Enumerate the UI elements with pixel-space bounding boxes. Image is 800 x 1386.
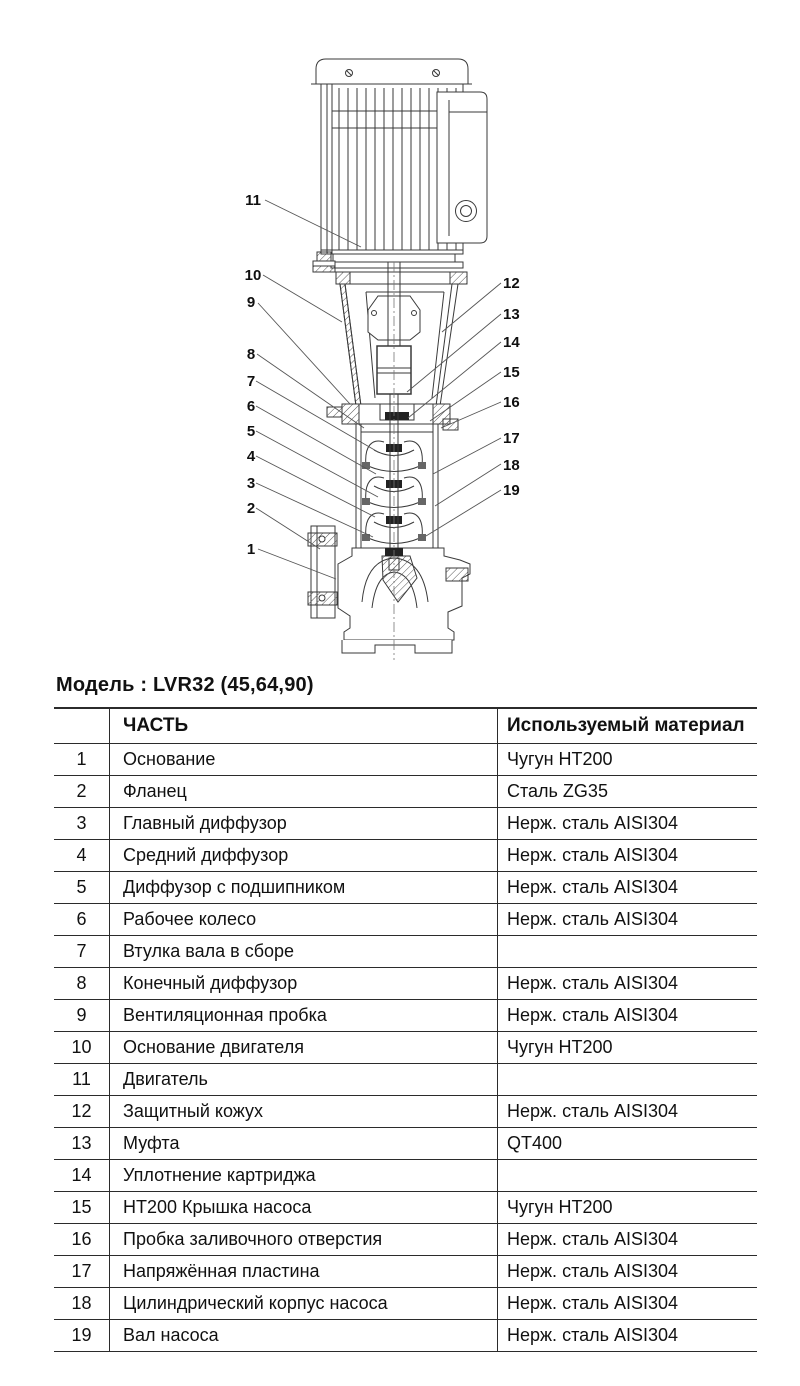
part-number: 18 [71, 1293, 92, 1313]
table-row [54, 1159, 757, 1191]
part-number: 6 [76, 909, 87, 929]
part-material: Нерж. сталь AISI304 [498, 1287, 758, 1319]
callout-label-12: 12 [503, 275, 520, 292]
callout-label-10: 10 [244, 267, 262, 284]
table-row [54, 999, 757, 1031]
header-num-blank [54, 708, 110, 743]
table-row [54, 807, 757, 839]
pump-drawing [0, 0, 800, 670]
callout-line-2 [256, 508, 320, 549]
part-material [498, 1159, 758, 1191]
part-material: Нерж. сталь AISI304 [498, 903, 758, 935]
part-number: 3 [76, 813, 87, 833]
part-number: 7 [76, 941, 87, 961]
callout-label-18: 18 [503, 457, 520, 474]
table-row [54, 935, 757, 967]
part-material: Нерж. сталь AISI304 [498, 967, 758, 999]
callout-line-17 [433, 438, 501, 474]
part-name: Фланец [110, 775, 498, 807]
callout-label-9: 9 [246, 294, 256, 311]
motor-section [311, 59, 487, 262]
pump-cross-section-diagram [0, 0, 800, 670]
part-name: Диффузор с подшипником [110, 871, 498, 903]
part-material: Нерж. сталь AISI304 [498, 1223, 758, 1255]
cartridge-seal [385, 412, 409, 420]
callout-label-1: 1 [246, 541, 256, 558]
table-row [54, 1319, 757, 1351]
part-number: 13 [71, 1133, 92, 1153]
part-name: Средний диффузор [110, 839, 498, 871]
part-number: 14 [71, 1165, 92, 1185]
callout-label-17: 17 [503, 430, 520, 447]
table-row [54, 1127, 757, 1159]
part-number: 9 [76, 1005, 87, 1025]
callout-label-3: 3 [246, 475, 256, 492]
part-number: 15 [71, 1197, 92, 1217]
callout-label-6: 6 [246, 398, 256, 415]
callout-line-15 [430, 372, 501, 421]
part-material: Нерж. сталь AISI304 [498, 999, 758, 1031]
callout-label-8: 8 [246, 346, 256, 363]
table-row [54, 1223, 757, 1255]
callout-line-18 [435, 464, 501, 506]
part-material [498, 1063, 758, 1095]
part-material: QT400 [498, 1127, 758, 1159]
callout-label-11: 11 [245, 192, 261, 209]
parts-table-body [54, 743, 757, 1351]
table-row [54, 1095, 757, 1127]
callout-label-5: 5 [246, 423, 256, 440]
callout-label-7: 7 [246, 373, 256, 390]
fill-plug [443, 419, 458, 430]
table-row [54, 871, 757, 903]
terminal-box [437, 92, 487, 243]
callout-label-14: 14 [503, 334, 520, 351]
part-number: 2 [76, 781, 87, 801]
callout-label-16: 16 [503, 394, 520, 411]
callout-label-15: 15 [503, 364, 520, 381]
part-name: Главный диффузор [110, 807, 498, 839]
table-row [54, 1031, 757, 1063]
part-name: Защитный кожух [110, 1095, 498, 1127]
part-name: HT200 Крышка насоса [110, 1191, 498, 1223]
part-name: Уплотнение картриджа [110, 1159, 498, 1191]
part-material [498, 935, 758, 967]
part-name: Муфта [110, 1127, 498, 1159]
model-title: Модель : LVR32 (45,64,90) [56, 674, 314, 696]
callout-label-2: 2 [246, 500, 256, 517]
table-row [54, 967, 757, 999]
header-material: Используемый материал [498, 708, 758, 743]
part-number: 8 [76, 973, 87, 993]
part-name: Рабочее колесо [110, 903, 498, 935]
part-name: Напряжённая пластина [110, 1255, 498, 1287]
part-material: Чугун HT200 [498, 743, 758, 775]
table-header-row [54, 708, 757, 743]
part-name: Основание [110, 743, 498, 775]
table-row [54, 839, 757, 871]
motor-stool [340, 262, 458, 406]
table-row [54, 903, 757, 935]
part-name: Двигатель [110, 1063, 498, 1095]
part-material: Нерж. сталь AISI304 [498, 807, 758, 839]
part-name: Втулка вала в сборе [110, 935, 498, 967]
part-name: Пробка заливочного отверстия [110, 1223, 498, 1255]
part-number: 11 [72, 1069, 91, 1089]
callout-label-4: 4 [246, 448, 256, 465]
callout-label-19: 19 [503, 482, 520, 499]
part-number: 1 [76, 749, 87, 769]
part-name: Основание двигателя [110, 1031, 498, 1063]
part-name: Конечный диффузор [110, 967, 498, 999]
table-row [54, 743, 757, 775]
header-part: ЧАСТЬ [110, 708, 498, 743]
table-row [54, 1255, 757, 1287]
part-material: Нерж. сталь AISI304 [498, 839, 758, 871]
part-name: Вал насоса [110, 1319, 498, 1351]
part-number: 10 [71, 1037, 92, 1057]
parts-table [54, 707, 745, 1352]
part-number: 12 [71, 1101, 92, 1121]
part-material: Нерж. сталь AISI304 [498, 1255, 758, 1287]
vent-plug [327, 407, 342, 417]
part-material: Чугун HT200 [498, 1191, 758, 1223]
part-name: Вентиляционная пробка [110, 999, 498, 1031]
part-number: 16 [71, 1229, 92, 1249]
table-row [54, 775, 757, 807]
table-row [54, 1063, 757, 1095]
suction-flange [308, 526, 337, 618]
table-row [54, 1191, 757, 1223]
part-material: Сталь ZG35 [498, 775, 758, 807]
part-material: Чугун HT200 [498, 1031, 758, 1063]
part-number: 17 [71, 1261, 92, 1281]
part-material: Нерж. сталь AISI304 [498, 871, 758, 903]
part-material: Нерж. сталь AISI304 [498, 1319, 758, 1351]
part-number: 5 [76, 877, 87, 897]
callout-line-10 [263, 275, 342, 322]
part-material: Нерж. сталь AISI304 [498, 1095, 758, 1127]
part-name: Цилиндрический корпус насоса [110, 1287, 498, 1319]
part-number: 4 [76, 845, 87, 865]
table-row [54, 1287, 757, 1319]
part-number: 19 [71, 1325, 92, 1345]
callout-label-13: 13 [503, 306, 520, 323]
